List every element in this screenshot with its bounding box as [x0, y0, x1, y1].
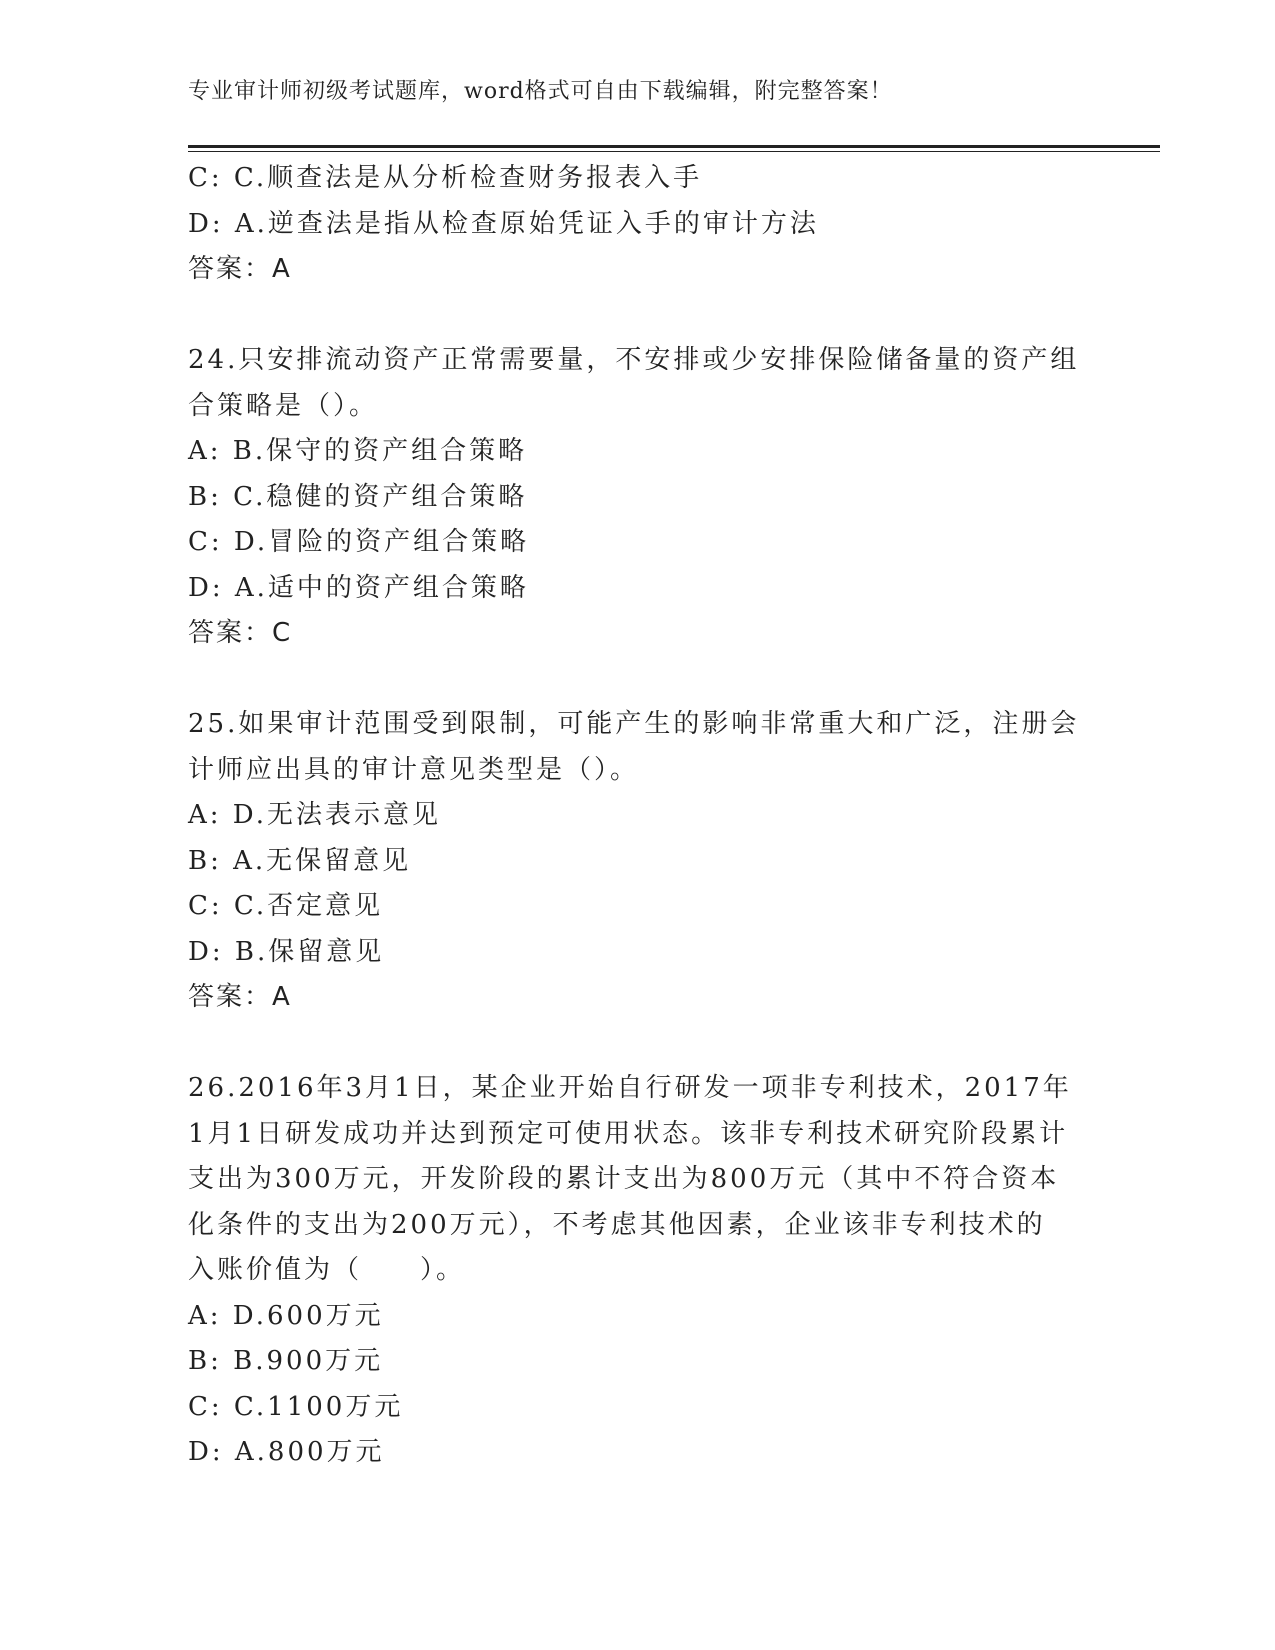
option-a: A: D.600万元 [188, 1300, 384, 1331]
question-text-line: 合策略是（）。 [188, 390, 379, 421]
option-c: C: C.顺查法是从分析检查财务报表入手 [188, 163, 703, 193]
question-25 [188, 702, 1088, 1021]
option-c: C: C.1100万元 [188, 1391, 404, 1422]
question-text-line: 26.2016年3月1日，某企业开始自行研发一项非专利技术，2017年 [188, 1073, 1072, 1103]
option-d: D: A.逆查法是指从检查原始凭证入手的审计方法 [188, 208, 819, 239]
question-content [188, 156, 1088, 1476]
question-24 [188, 338, 1088, 657]
option-b: B: A.无保留意见 [188, 845, 412, 876]
question-text-line: 24.只安排流动资产正常需要量，不安排或少安排保险储备量的资产组 [188, 345, 1080, 375]
question-text-line: 计师应出具的审计意见类型是（）。 [188, 754, 640, 785]
question-text-line: 1月1日研发成功并达到预定可使用状态。该非专利技术研究阶段累计 [188, 1118, 1069, 1149]
option-a: A: D.无法表示意见 [188, 800, 441, 830]
question-text-line: 化条件的支出为200万元），不考虑其他因素，企业该非专利技术的 [188, 1209, 1046, 1240]
answer-line: 答案：A [188, 982, 292, 1012]
question-text-line: 支出为300万元，开发阶段的累计支出为800万元（其中不符合资本 [188, 1164, 1060, 1194]
page-header: 专业审计师初级考试题库，word格式可自由下载编辑，附完整答案！ [188, 79, 893, 104]
option-d: D: A.适中的资产组合策略 [188, 572, 529, 603]
option-c: C: C.否定意见 [188, 891, 384, 921]
option-a: A: B.保守的资产组合策略 [188, 436, 528, 466]
option-b: B: C.稳健的资产组合策略 [188, 481, 528, 512]
previous-question-tail [188, 156, 1088, 293]
answer-line: 答案：C [188, 618, 293, 648]
option-d: D: B.保留意见 [188, 936, 385, 967]
question-text-line: 25.如果审计范围受到限制，可能产生的影响非常重大和广泛，注册会 [188, 709, 1080, 739]
question-26 [188, 1066, 1088, 1476]
option-b: B: B.900万元 [188, 1346, 384, 1376]
option-c: C: D.冒险的资产组合策略 [188, 527, 530, 557]
option-d: D: A.800万元 [188, 1437, 385, 1467]
answer-line: 答案：A [188, 254, 292, 284]
question-text-line: 入账价值为（ ）。 [188, 1255, 466, 1285]
header-divider [188, 145, 1160, 152]
